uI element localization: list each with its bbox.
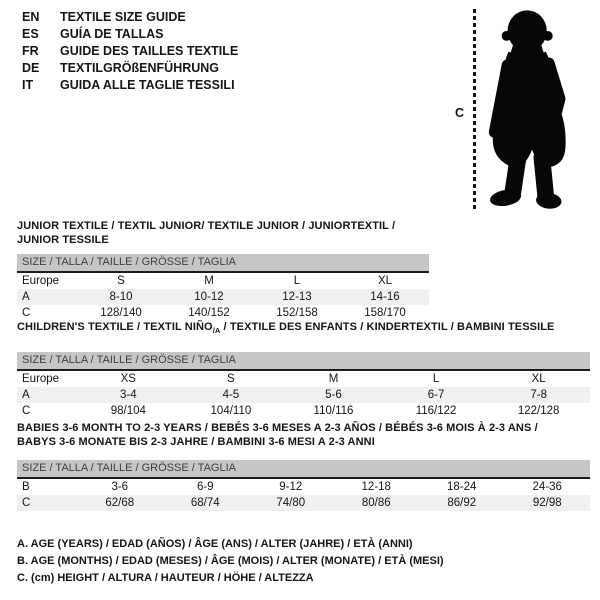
lang-row-it	[22, 77, 238, 94]
lang-row-en	[22, 9, 238, 26]
title-part2: / TEXTILE DES ENFANTS / KINDERTEXTIL / BAMBINI TESSILE	[220, 321, 555, 333]
title-line1: BABIES 3-6 MONTH TO 2-3 YEARS / BEBÉS 3-6 MESES A 2-3 AÑOS / BÉBÉS 3-6 MOIS À 2-3 ANS /	[17, 422, 538, 434]
table-row-height	[17, 495, 590, 511]
language-header	[22, 9, 238, 94]
lang-code: EN	[22, 10, 40, 24]
row-label: A	[22, 389, 30, 402]
value-cell: 6-7	[427, 389, 445, 402]
lang-code: DE	[22, 61, 40, 75]
region-label: Europe	[22, 275, 60, 287]
value-cell: 14-16	[370, 291, 400, 303]
value-cell: 86/92	[447, 497, 477, 509]
lang-row-es	[22, 26, 238, 43]
lang-title: GUÍA DE TALLAS	[60, 27, 164, 41]
table-row-months	[17, 479, 590, 495]
value-cell: 116/122	[415, 405, 457, 418]
legend-line-a: A. AGE (YEARS) / EDAD (AÑOS) / ÂGE (ANS) / ALTER (JAHRE) / ETÀ (ANNI)	[17, 538, 413, 550]
value-cell: 12-18	[361, 481, 391, 493]
baby-silhouette-icon	[481, 8, 589, 210]
value-cell: 152/158	[276, 307, 318, 319]
size-cell: XL	[531, 373, 546, 386]
title-subscript: /A	[212, 326, 221, 336]
legend-line-b: B. AGE (MONTHS) / EDAD (MESES) / ÂGE (MOIS) / ALTER (MONATE) / ETÀ (MESI)	[17, 555, 444, 567]
row-label: C	[22, 405, 31, 418]
value-cell: 10-12	[194, 291, 224, 303]
childrens-textile-table	[17, 320, 590, 419]
height-measure-label: C	[455, 106, 465, 120]
value-cell: 6-9	[196, 481, 214, 493]
row-label: C	[22, 497, 31, 509]
table-row-sizes	[17, 273, 429, 289]
babies-textile-table	[17, 421, 590, 511]
value-cell: 104/110	[210, 405, 252, 418]
value-cell: 98/104	[110, 405, 146, 418]
height-measure-line	[473, 9, 476, 209]
value-cell: 92/98	[532, 497, 562, 509]
lang-title: TEXTILGRÖßENFÜHRUNG	[60, 61, 220, 75]
lang-row-de	[22, 60, 238, 77]
size-cell: S	[117, 275, 125, 287]
table-row-height	[17, 305, 429, 321]
junior-textile-table	[17, 219, 429, 321]
value-cell: 3-6	[111, 481, 129, 493]
size-cell: XL	[377, 275, 393, 287]
value-cell: 8-10	[109, 291, 133, 303]
value-cell: 4-5	[222, 389, 240, 402]
size-cell: M	[328, 373, 339, 386]
baby-figure	[448, 6, 593, 211]
size-cell: M	[204, 275, 214, 287]
value-cell: 110/116	[313, 405, 354, 418]
table-row-age	[17, 289, 429, 305]
value-cell: 9-12	[279, 481, 303, 493]
value-cell: 128/140	[100, 307, 142, 319]
size-cell: S	[227, 373, 235, 386]
row-label: A	[22, 291, 30, 303]
value-cell: 140/152	[188, 307, 230, 319]
size-header-bar: SIZE / TALLA / TAILLE / GRÖSSE / TAGLIA	[17, 460, 590, 479]
lang-code: FR	[22, 44, 39, 58]
value-cell: 62/68	[105, 497, 135, 509]
value-cell: 12-13	[282, 291, 312, 303]
size-header-bar: SIZE / TALLA / TAILLE / GRÖSSE / TAGLIA	[17, 254, 429, 273]
value-cell: 80/86	[361, 497, 391, 509]
lang-row-fr	[22, 43, 238, 60]
title-part1: CHILDREN'S TEXTILE / TEXTIL NIÑO	[17, 321, 213, 333]
size-cell: XS	[120, 373, 136, 386]
size-header-bar: SIZE / TALLA / TAILLE / GRÖSSE / TAGLIA	[17, 352, 590, 371]
lang-title: GUIDE DES TAILLES TEXTILE	[60, 44, 239, 58]
region-label: Europe	[22, 373, 60, 386]
lang-title: GUIDA ALLE TAGLIE TESSILI	[60, 78, 235, 92]
measure-legend	[17, 536, 444, 587]
value-cell: 18-24	[447, 481, 477, 493]
childrens-table-title	[17, 320, 590, 338]
value-cell: 24-36	[532, 481, 562, 493]
value-cell: 68/74	[190, 497, 220, 509]
table-row-sizes	[17, 371, 590, 387]
value-cell: 7-8	[530, 389, 547, 402]
lang-code: IT	[22, 78, 34, 92]
row-label: C	[22, 307, 31, 319]
value-cell: 5-6	[325, 389, 342, 402]
value-cell: 74/80	[276, 497, 306, 509]
junior-table-title: JUNIOR TEXTILE / TEXTIL JUNIOR/ TEXTILE JUNIOR / JUNIORTEXTIL / JUNIOR TESSILE	[17, 220, 396, 246]
row-label: B	[22, 481, 30, 493]
title-line2: BABYS 3-6 MONATE BIS 2-3 JAHRE / BAMBINI 3-6 MESI A 2-3 ANNI	[17, 436, 375, 448]
value-cell: 122/128	[517, 405, 560, 418]
size-cell: L	[432, 373, 440, 386]
value-cell: 158/170	[364, 307, 406, 319]
table-row-height	[17, 403, 590, 419]
legend-line-c: C. (cm) HEIGHT / ALTURA / HAUTEUR / HÖHE / ALTEZZA	[17, 572, 314, 584]
table-row-age	[17, 387, 590, 403]
value-cell: 3-4	[119, 389, 137, 402]
size-cell: L	[293, 275, 301, 287]
lang-title: TEXTILE SIZE GUIDE	[60, 10, 186, 24]
lang-code: ES	[22, 27, 39, 41]
babies-table-title	[17, 421, 590, 449]
